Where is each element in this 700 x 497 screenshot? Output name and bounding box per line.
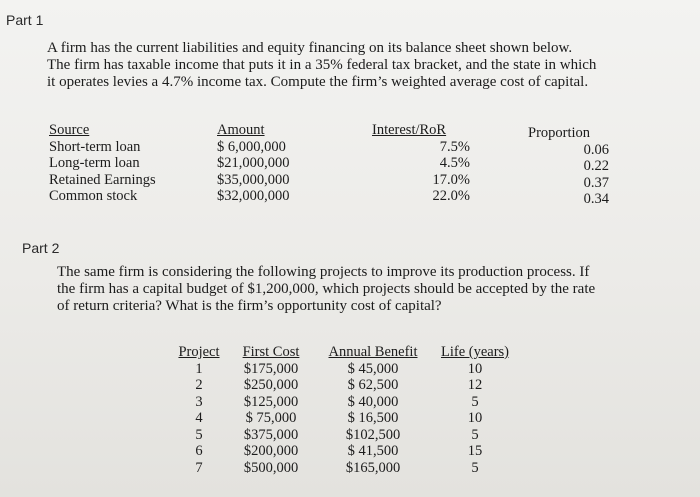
table-cell: 6 <box>195 443 203 459</box>
part2-line: The same firm is considering the following projects to improve its production process. If <box>57 264 590 280</box>
part2-first-cost-column <box>236 344 306 476</box>
table-cell: 4 <box>195 410 203 426</box>
table-cell: $ 16,500 <box>347 410 399 426</box>
table-cell: Common stock <box>49 188 138 204</box>
part2-label: Part 2 <box>22 240 60 256</box>
table-cell: 15 <box>467 443 483 459</box>
table-cell: 1 <box>195 360 203 377</box>
table-cell: 22.0% <box>432 188 470 204</box>
table-cell: 2 <box>195 377 203 393</box>
table-cell: $200,000 <box>243 443 299 459</box>
table-cell: 5 <box>195 426 203 443</box>
table-cell: 7 <box>195 459 203 476</box>
part2-problem-text <box>57 264 595 315</box>
table-cell: $ 6,000,000 <box>217 138 286 155</box>
part1-source-column <box>49 122 156 205</box>
table-cell: 0.22 <box>583 158 609 174</box>
table-cell: 7.5% <box>439 138 470 155</box>
part2-life-column <box>434 344 516 476</box>
part1-line: A firm has the current liabilities and equity financing on its balance sheet shown below. <box>47 40 573 56</box>
table-cell: Retained Earnings <box>49 171 156 188</box>
table-cell: 0.06 <box>583 141 609 158</box>
header-project: Project <box>178 344 220 360</box>
header-source: Source <box>49 122 90 138</box>
table-cell: Long-term loan <box>49 155 140 171</box>
table-cell: 4.5% <box>439 155 470 171</box>
header-rate: Interest/RoR <box>372 122 447 138</box>
table-cell: 5 <box>471 426 479 443</box>
table-cell: 0.37 <box>583 174 609 191</box>
table-cell: $32,000,000 <box>217 188 290 204</box>
table-cell: 10 <box>467 410 483 426</box>
table-cell: 5 <box>471 459 479 476</box>
part1-proportion-column <box>528 125 609 208</box>
part1-line: it operates levies a 4.7% income tax. Compute the firm’s weighted average cost of capital. <box>47 74 589 90</box>
header-first-cost: First Cost <box>242 344 300 360</box>
table-cell: $ 62,500 <box>347 377 399 393</box>
table-cell: $165,000 <box>345 459 401 476</box>
part2-line: of return criteria? What is the firm’s opportunity cost of capital? <box>57 298 442 314</box>
table-cell: $250,000 <box>243 377 299 393</box>
table-cell: $500,000 <box>243 459 299 476</box>
table-cell: $35,000,000 <box>217 171 290 188</box>
table-cell: $ 45,000 <box>347 360 399 377</box>
table-cell: $21,000,000 <box>217 155 290 171</box>
table-cell: 0.34 <box>583 191 609 207</box>
table-cell: 12 <box>467 377 483 393</box>
table-cell: $102,500 <box>345 426 401 443</box>
header-proportion: Proportion <box>528 125 591 141</box>
table-cell: $ 41,500 <box>347 443 399 459</box>
part1-rate-column <box>372 122 470 205</box>
part1-label: Part 1 <box>6 12 44 28</box>
part1-problem-text <box>47 40 596 91</box>
part1-amount-column <box>217 122 290 205</box>
table-cell: $ 40,000 <box>347 393 399 410</box>
header-annual-benefit: Annual Benefit <box>328 344 418 360</box>
table-cell: 17.0% <box>432 171 470 188</box>
table-cell: 3 <box>195 393 203 410</box>
table-cell: 10 <box>467 360 483 377</box>
part2-annual-benefit-column <box>318 344 428 476</box>
table-cell: $375,000 <box>243 426 299 443</box>
table-cell: $ 75,000 <box>245 410 297 426</box>
table-cell: $125,000 <box>243 393 299 410</box>
table-cell: $175,000 <box>243 360 299 377</box>
table-cell: 5 <box>471 393 479 410</box>
table-cell: Short-term loan <box>49 138 141 155</box>
part2-line: the firm has a capital budget of $1,200,000, which projects should be accepted by the rate <box>57 281 596 297</box>
header-amount: Amount <box>217 122 265 138</box>
part2-project-column <box>174 344 224 476</box>
part1-line: The firm has taxable income that puts it in a 35% federal tax bracket, and the state in which <box>47 57 597 73</box>
header-life: Life (years) <box>440 344 510 360</box>
